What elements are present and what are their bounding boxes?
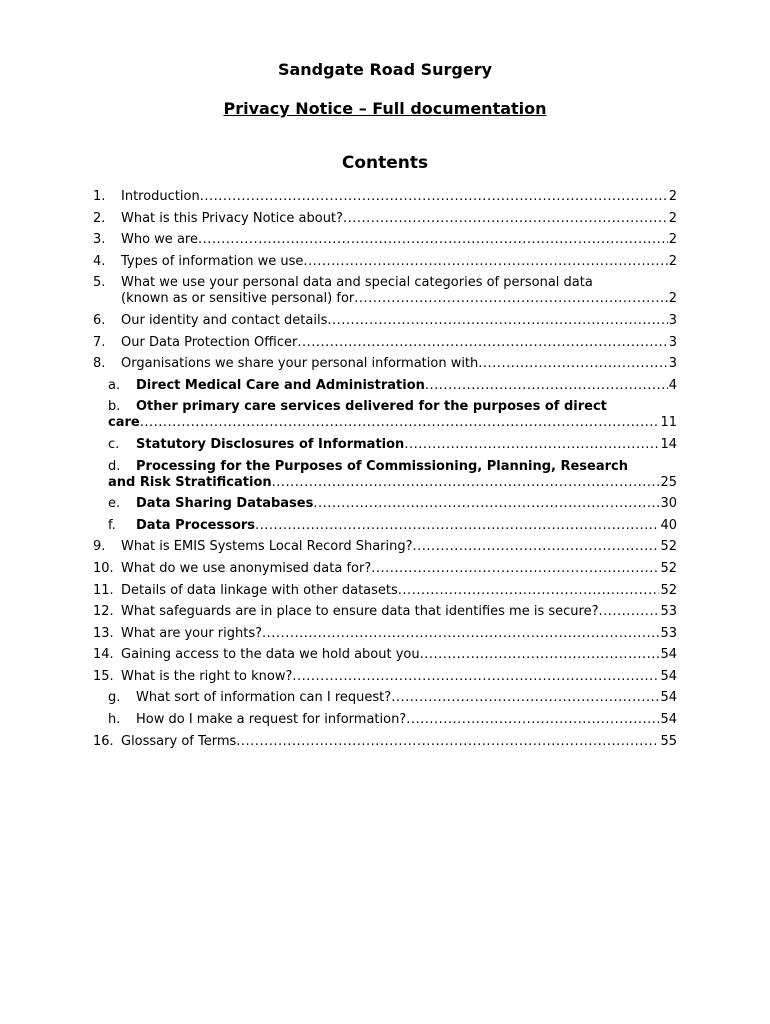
toc-leader-dots xyxy=(313,496,659,512)
toc-entry-title-line-2: care xyxy=(108,415,140,431)
toc-page-number: 25 xyxy=(660,474,677,490)
toc-entry-title-line-1: Other primary care services delivered for the purposes of direct xyxy=(136,399,607,415)
toc-number: a. xyxy=(108,377,121,393)
toc-number: 13. xyxy=(93,625,114,641)
toc-subentry-other-primary-care[interactable] xyxy=(93,399,677,431)
toc-number: 7. xyxy=(93,334,106,350)
toc-number: 10. xyxy=(93,560,114,576)
toc-entry-data-linkage[interactable] xyxy=(93,583,677,599)
toc-entry-title: Gaining access to the data we hold about you xyxy=(121,647,420,663)
toc-number: g. xyxy=(108,690,121,706)
toc-entry-safeguards[interactable] xyxy=(93,604,677,620)
contents-heading: Contents xyxy=(341,153,429,173)
toc-page-number: 30 xyxy=(660,496,677,512)
toc-page-number: 2 xyxy=(668,189,677,204)
toc-entry-title: Introduction xyxy=(121,189,200,204)
toc-leader-dots xyxy=(425,378,668,394)
toc-number: d. xyxy=(108,458,121,474)
toc-entry-title-line-2: and Risk Stratification xyxy=(108,474,272,490)
toc-leader-dots xyxy=(327,313,667,329)
toc-number: 14. xyxy=(93,647,114,663)
toc-entry-title: How do I make a request for information? xyxy=(136,712,407,728)
toc-number: 2. xyxy=(93,210,106,226)
toc-entry-data-protection-officer[interactable] xyxy=(93,335,677,351)
toc-page-number: 53 xyxy=(660,625,677,641)
toc-leader-dots xyxy=(398,583,660,599)
toc-entry-title: Organisations we share your personal information with xyxy=(121,356,479,372)
toc-entry-title-line-1: Processing for the Purposes of Commissioning, Planning, Research xyxy=(136,458,629,474)
toc-entry-title: What sort of information can I request? xyxy=(136,690,392,706)
toc-page-number: 40 xyxy=(660,517,677,533)
toc-entry-title: What is EMIS Systems Local Record Sharing? xyxy=(121,539,413,555)
document-subtitle: Privacy Notice – Full documentation xyxy=(223,99,547,118)
toc-subentry-data-sharing-databases[interactable] xyxy=(93,496,677,512)
toc-entry-title: Direct Medical Care and Administration xyxy=(136,377,425,393)
toc-entry-gaining-access[interactable] xyxy=(93,647,677,663)
toc-number: 8. xyxy=(93,356,106,372)
toc-entry-title: Statutory Disclosures of Information xyxy=(136,436,405,452)
toc-page-number: 14 xyxy=(660,436,677,452)
toc-page-number: 54 xyxy=(660,668,677,684)
toc-entry-title: What do we use anonymised data for? xyxy=(121,560,372,576)
toc-entry-who-we-are[interactable] xyxy=(93,232,677,248)
toc-leader-dots xyxy=(354,291,667,307)
toc-number: 4. xyxy=(93,253,106,269)
toc-number: 9. xyxy=(93,539,106,555)
toc-subentry-data-processors[interactable] xyxy=(93,518,677,534)
toc-entry-title: Data Sharing Databases xyxy=(136,496,314,512)
toc-leader-dots xyxy=(598,604,659,620)
toc-page-number: 4 xyxy=(668,377,677,393)
toc-entry-title: What is the right to know? xyxy=(121,668,293,684)
toc-entry-right-to-know[interactable] xyxy=(93,669,677,685)
toc-page-number: 3 xyxy=(668,312,677,328)
toc-entry-types-of-information[interactable] xyxy=(93,254,677,270)
toc-page-number: 53 xyxy=(660,604,677,620)
toc-number: 11. xyxy=(93,582,114,598)
toc-subentry-commissioning-planning[interactable] xyxy=(93,459,677,491)
toc-leader-dots xyxy=(262,626,659,642)
toc-leader-dots xyxy=(272,475,660,491)
toc-entry-personal-data-use[interactable] xyxy=(93,275,677,307)
toc-entry-title: Our identity and contact details xyxy=(121,312,328,328)
toc-leader-dots xyxy=(413,539,660,555)
toc-entry-title: Our Data Protection Officer xyxy=(121,334,298,350)
toc-entry-title: Types of information we use xyxy=(121,253,304,269)
toc-entry-title: Details of data linkage with other datasets xyxy=(121,582,398,598)
toc-leader-dots xyxy=(198,232,668,248)
toc-number: 5. xyxy=(93,275,106,291)
toc-leader-dots xyxy=(236,734,659,750)
toc-leader-dots xyxy=(297,335,667,351)
toc-number: c. xyxy=(108,436,120,452)
toc-leader-dots xyxy=(406,712,659,728)
toc-leader-dots xyxy=(292,669,659,685)
toc-leader-dots xyxy=(140,415,660,431)
toc-number: e. xyxy=(108,496,121,512)
toc-subentry-direct-medical-care[interactable] xyxy=(93,378,677,394)
toc-page-number: 11 xyxy=(660,415,677,431)
toc-page-number: 52 xyxy=(660,582,677,598)
toc-entry-organisations-sharing[interactable] xyxy=(93,356,677,372)
toc-page-number: 52 xyxy=(660,539,677,555)
toc-page-number: 2 xyxy=(668,291,677,307)
document-title: Sandgate Road Surgery xyxy=(277,60,493,79)
toc-entry-title-line-2: (known as or sensitive personal) for xyxy=(121,291,355,307)
toc-entry-anonymised-data[interactable] xyxy=(93,561,677,577)
toc-leader-dots xyxy=(404,437,659,453)
toc-page-number: 3 xyxy=(668,356,677,372)
toc-leader-dots xyxy=(255,518,659,534)
toc-entry-glossary[interactable] xyxy=(93,734,677,750)
toc-number: 16. xyxy=(93,733,114,749)
toc-number: f. xyxy=(108,517,116,533)
toc-page-number: 2 xyxy=(668,232,677,248)
toc-entry-title: What are your rights? xyxy=(121,625,263,641)
toc-number: h. xyxy=(108,712,121,728)
toc-page-number: 52 xyxy=(660,560,677,576)
toc-subentry-statutory-disclosures[interactable] xyxy=(93,437,677,453)
toc-entry-identity-contact[interactable] xyxy=(93,313,677,329)
toc-page-number: 54 xyxy=(660,690,677,706)
toc-entry-your-rights[interactable] xyxy=(93,626,677,642)
toc-leader-dots xyxy=(391,690,659,706)
toc-number: b. xyxy=(108,399,121,415)
toc-number: 15. xyxy=(93,668,114,684)
toc-entry-title: Glossary of Terms xyxy=(121,733,237,749)
toc-number: 1. xyxy=(93,189,106,204)
toc-page-number: 54 xyxy=(660,647,677,663)
toc-entry-emis-record-sharing[interactable] xyxy=(93,539,677,555)
toc-page-number: 3 xyxy=(668,334,677,350)
toc-entry-title: Who we are xyxy=(121,232,198,248)
toc-entry-title: What safeguards are in place to ensure data that identifies me is secure? xyxy=(121,604,599,620)
toc-page-number: 55 xyxy=(660,733,677,749)
toc-entry-title: Data Processors xyxy=(136,517,256,533)
toc-entry-title-line-1: What we use your personal data and special categories of personal data xyxy=(121,275,593,291)
toc-number: 12. xyxy=(93,604,114,620)
toc-leader-dots xyxy=(478,356,667,372)
toc-leader-dots xyxy=(420,647,660,663)
table-of-contents xyxy=(93,189,677,755)
toc-subentry-what-information[interactable] xyxy=(93,690,677,706)
toc-page-number: 2 xyxy=(668,253,677,269)
toc-subentry-make-request[interactable] xyxy=(93,712,677,728)
toc-page-number: 54 xyxy=(660,712,677,728)
toc-entry-title: What is this Privacy Notice about? xyxy=(121,210,343,226)
toc-page-number: 2 xyxy=(668,210,677,226)
toc-entry-about[interactable] xyxy=(93,211,677,227)
toc-leader-dots xyxy=(200,189,668,205)
toc-leader-dots xyxy=(371,561,659,577)
toc-leader-dots xyxy=(303,254,667,270)
toc-entry-introduction[interactable] xyxy=(93,189,677,205)
toc-number: 3. xyxy=(93,232,106,248)
toc-number: 6. xyxy=(93,312,106,328)
toc-leader-dots xyxy=(343,211,668,227)
